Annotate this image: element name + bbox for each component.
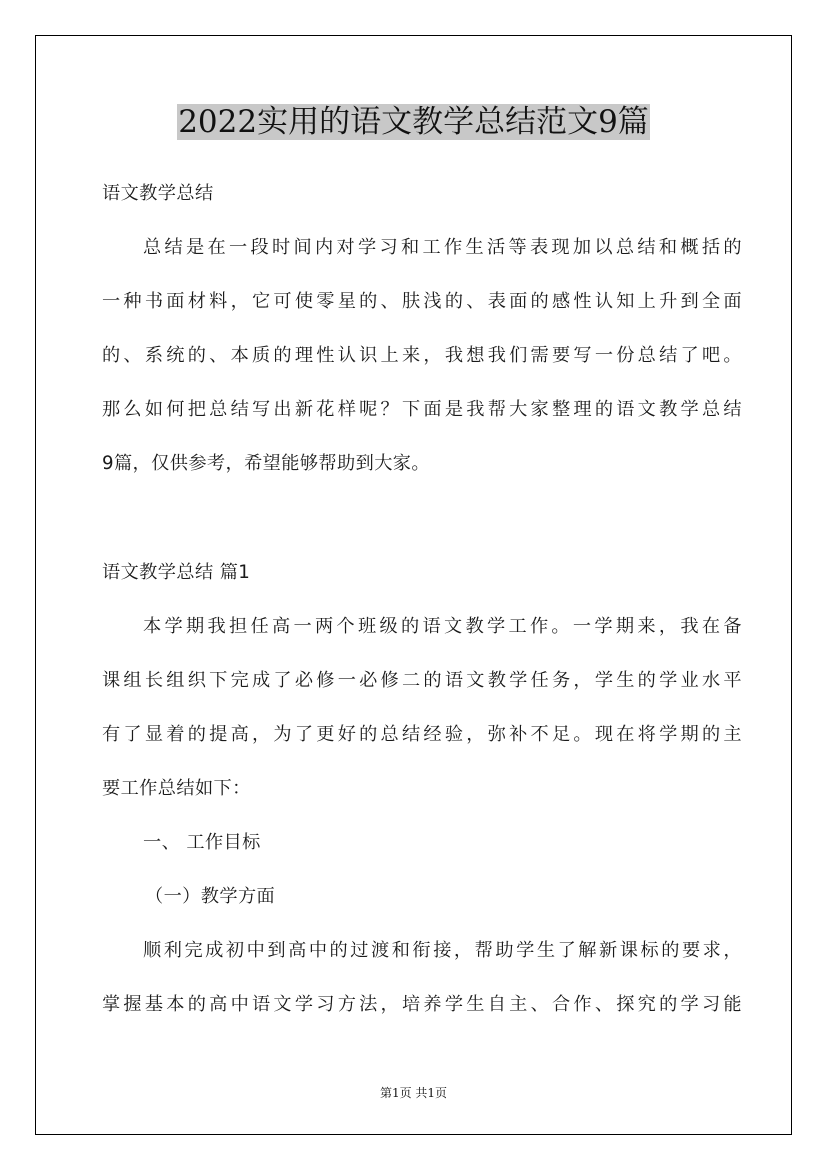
section-paragraph-line: 本学期我担任高一两个班级的语文教学工作。一学期来，我在备 xyxy=(143,616,742,637)
intro-paragraph-line: 9篇，仅供参考，希望能够帮助到大家。 xyxy=(102,453,430,474)
section-paragraph-line: 课组长组织下完成了必修一必修二的语文教学任务，学生的学业水平 xyxy=(102,670,742,691)
intro-paragraph-line: 那么如何把总结写出新花样呢？下面是我帮大家整理的语文教学总结 xyxy=(102,399,742,420)
page-footer: 第1页 共1页 xyxy=(379,1086,448,1100)
document-title xyxy=(0,100,827,144)
intro-heading: 语文教学总结 xyxy=(102,183,214,204)
section-heading: 语文教学总结 篇1 xyxy=(102,562,251,583)
body-paragraph-line: 顺利完成初中到高中的过渡和衔接，帮助学生了解新课标的要求， xyxy=(143,940,742,961)
intro-paragraph-line: 的、系统的、本质的理性认识上来，我想我们需要写一份总结了吧。 xyxy=(102,345,742,366)
section-paragraph-line: 要工作总结如下： xyxy=(102,778,251,799)
subheading-teaching: （一）教学方面 xyxy=(145,886,276,907)
document-title-text: 2022实用的语文教学总结范文9篇 xyxy=(178,104,649,140)
body-paragraph-line: 掌握基本的高中语文学习方法，培养学生自主、合作、探究的学习能 xyxy=(102,994,742,1015)
section-paragraph-line: 有了显着的提高，为了更好的总结经验，弥补不足。现在将学期的主 xyxy=(102,724,742,745)
subheading-work-goals: 一、 工作目标 xyxy=(143,832,261,853)
intro-paragraph-line: 总结是在一段时间内对学习和工作生活等表现加以总结和概括的 xyxy=(143,237,742,258)
intro-paragraph-line: 一种书面材料，它可使零星的、肤浅的、表面的感性认知上升到全面 xyxy=(102,291,742,312)
